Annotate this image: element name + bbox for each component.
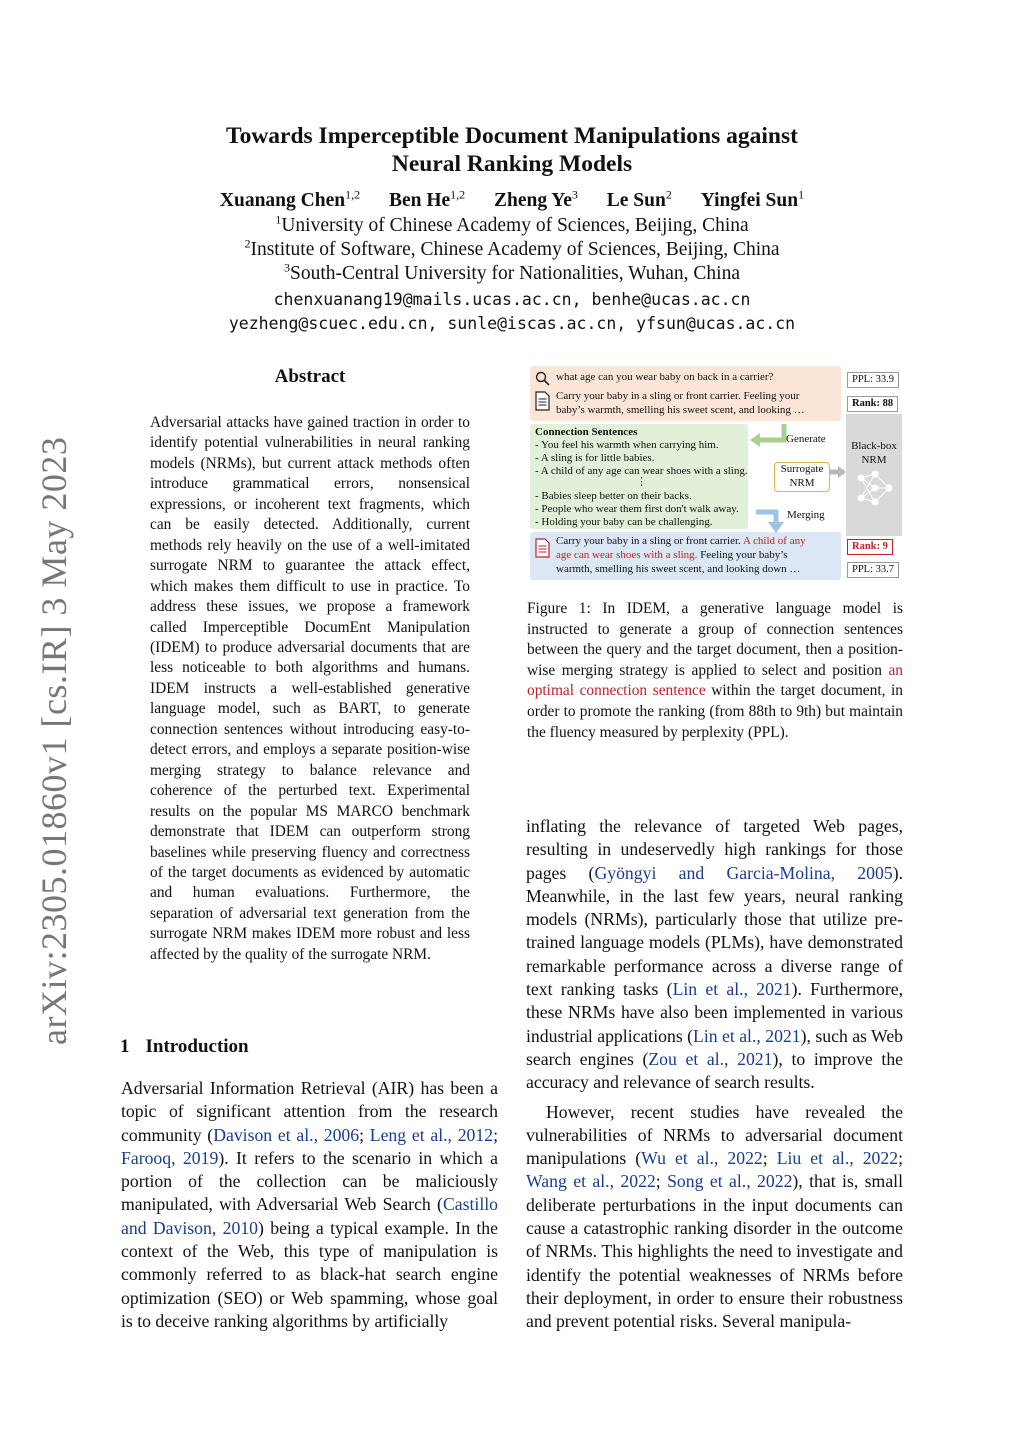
citation-link[interactable]: Gyöngyi and Garcia-Molina, 2005 (594, 862, 893, 883)
citation-link[interactable]: Leng et al., 2012 (369, 1124, 494, 1145)
connection-item: - A child of any age can wear shoes with a sling. (535, 465, 748, 477)
citation-link[interactable]: Lin et al., 2021 (693, 1025, 801, 1046)
doc-line: baby’s warmth, smelling his sweet scent, and looking … (556, 404, 805, 416)
ppl-badge-bottom: PPL: 33.7 (847, 562, 899, 578)
section-heading (120, 1036, 249, 1058)
connection-item: - People who wear them first don't walk away. (535, 503, 739, 515)
intro-left-column (121, 1077, 498, 1333)
connection-title: Connection Sentences (535, 426, 638, 438)
section-number: 1 (120, 1036, 130, 1057)
citation-link[interactable]: Wang et al., 2022 (526, 1171, 656, 1192)
arxiv-stamp: arXiv:2305.01860v1 [cs.IR] 3 May 2023 (34, 436, 74, 1045)
merging-label: Merging (787, 509, 825, 521)
rank-badge-bottom: Rank: 9 (847, 539, 893, 555)
blackbox-label: Black-box NRM (851, 440, 897, 466)
figure-1 (530, 366, 904, 584)
abstract-text: Adversarial attacks have gained traction in order to identify potential vulnerabilities in neural ranking models (NRMs), but current attack methods often introduce grammatical errors, nonsensical expressions, or incoherent text fragments, which can be easily detected. Additionally, current methods rely heavily on the use of a well-imitated surrogate NRM to guarantee the attack effect, which makes them difficult to use in practice. To address these issues, we propose a framework called Imperceptible DocumEnt Manipulation (IDEM) to produce adversarial documents that are less noticeable to both algorithms and humans. IDEM instructs a well-established generative language model, such as BART, to generate connection sentences without introducing easy-to-detect errors, and employs a separate position-wise merging strategy to balance relevance and coherence of the perturbed text. Experimental results on the popular MS MARCO benchmark demonstrate that IDEM can outperform strong baselines while preserving fluency and correctness of the target documents as evidenced by automatic and human evaluations. Furthermore, the separation of adversarial text generation from the surrogate NRM makes IDEM more robust and less affected by the quality of the surrogate NRM. (150, 414, 470, 963)
connection-item: - Holding your baby can be challenging. (535, 516, 713, 528)
paragraph: inflating the relevance of targeted Web pages, resulting in undeservedly high rankings for those pages (Gyöngyi and Garcia-Molina, 2005). Meanwhile, in the last few years, neural ranking models (NRMs), particularly those that utilize pre-trained language models (PLMs), have demonstrated remarkable performance across a diverse range of text ranking tasks (Lin et al., 2021). Furthermore, these NRMs have also been implemented in various industrial applications (Lin et al., 2021), such as Web search engines (Zou et al., 2021), to improve the accuracy and relevance of search results. (526, 816, 904, 1093)
abstract-heading: Abstract (274, 366, 346, 387)
title-line-2: Neural Ranking Models (391, 151, 633, 177)
ppl-badge-top: PPL: 33.9 (847, 372, 899, 388)
output-line: warmth, smelling his sweet scent, and looking down … (556, 563, 801, 575)
author-list (0, 187, 1024, 212)
email-line: chenxuanang19@mails.ucas.ac.cn, benhe@ucas.ac.cn (273, 290, 751, 309)
author: Xuanang Chen$^{1,2}$ (219, 187, 361, 211)
author: Le Sun$^2$ (606, 187, 672, 211)
intro-right-column (526, 815, 903, 1334)
arrow-down-icon (768, 522, 784, 533)
search-icon (535, 371, 551, 387)
figure-caption: Figure 1: In IDEM, a generative language model is instructed to generate a group of connection sentences between the query and the target document, then a position-wise merging strategy is applied to select and position an optimal connection sentence within the target document, in order to promote the ranking (from 88th to 9th) but maintain the fluency measured by perplexity (PPL). (527, 600, 903, 741)
arrow-left-icon (750, 433, 760, 447)
affiliation: $^1$University of Chinese Academy of Sciences, Beijing, China (275, 212, 749, 236)
citation-link[interactable]: Farooq, 2019 (121, 1147, 219, 1168)
citation-link[interactable]: Liu et al., 2022 (776, 1148, 899, 1169)
citation-link[interactable]: Castillo and Davison, 2010 (121, 1194, 498, 1238)
title-line-1: Towards Imperceptible Document Manipulations against (226, 123, 798, 149)
author: Ben He$^{1,2}$ (388, 187, 466, 211)
paragraph: Adversarial Information Retrieval (AIR) has been a topic of significant attention from the research community (Davison et al., 2006; Leng et al., 2012; Farooq, 2019). It refers to the scenario in which a portion of the collection can be maliciously manipulated, with Adversarial Web Search (Castillo and Davison, 2010) being a typical example. In the context of the Web, this type of manipulation is commonly referred to as black-hat search engine optimization (SEO) or Web spamming, whose goal is to deceive ranking algorithms by artificially (121, 1078, 499, 1331)
output-line: Carry your baby in a sling or front carrier. A child of any (556, 535, 806, 547)
connection-item: - You feel his warmth when carrying him. (535, 439, 719, 451)
citation-link[interactable]: Davison et al., 2006 (213, 1124, 360, 1145)
author: Yingfei Sun$^1$ (700, 187, 805, 211)
document-icon (535, 538, 551, 558)
generate-label: Generate (786, 433, 826, 445)
email-line: yezheng@scuec.edu.cn, sunle@iscas.ac.cn, yfsun@ucas.ac.cn (228, 314, 796, 333)
output-line: age can wear shoes with a sling. Feeling your baby’s (556, 549, 788, 561)
affiliation: $^3$South-Central University for Nationalities, Wuhan, China (284, 260, 740, 284)
section-title: Introduction (145, 1036, 249, 1057)
ellipsis-dots: ⋮ (636, 476, 647, 488)
affiliation: $^2$Institute of Software, Chinese Academy of Sciences, Beijing, China (244, 236, 780, 260)
neural-network-icon (855, 468, 895, 508)
surrogate-nrm-box: Surrogate NRM (774, 462, 830, 492)
citation-link[interactable]: Wu et al., 2022 (641, 1148, 763, 1169)
connection-item: - Babies sleep better on their backs. (535, 490, 692, 502)
author: Zheng Ye$^3$ (494, 187, 578, 211)
paper-title (0, 122, 1024, 178)
query-text: what age can you wear baby on back in a carrier? (556, 371, 774, 383)
citation-link[interactable]: Zou et al., 2021 (648, 1048, 773, 1069)
citation-link[interactable]: Lin et al., 2021 (672, 979, 792, 1000)
paragraph: However, recent studies have revealed the vulnerabilities of NRMs to adversarial document manipulations (Wu et al., 2022; Liu et al., 2022; Wang et al., 2022; Song et al., 2022), that is, small deliberate perturbations in the input documents can cause a catastrophic ranking disorder in the outcome of NRMs. This highlights the need to investigate and identify the potential weaknesses of NRMs before their deployment, in order to ensure their robustness and prevent potential risks. Several manipula- (526, 1101, 904, 1332)
connection-item: - A sling is for little babies. (535, 452, 655, 464)
doc-line: Carry your baby in a sling or front carrier. Feeling your (556, 390, 800, 402)
rank-badge-top: Rank: 88 (847, 396, 898, 412)
document-icon (535, 391, 551, 411)
citation-link[interactable]: Song et al., 2022 (667, 1171, 793, 1192)
